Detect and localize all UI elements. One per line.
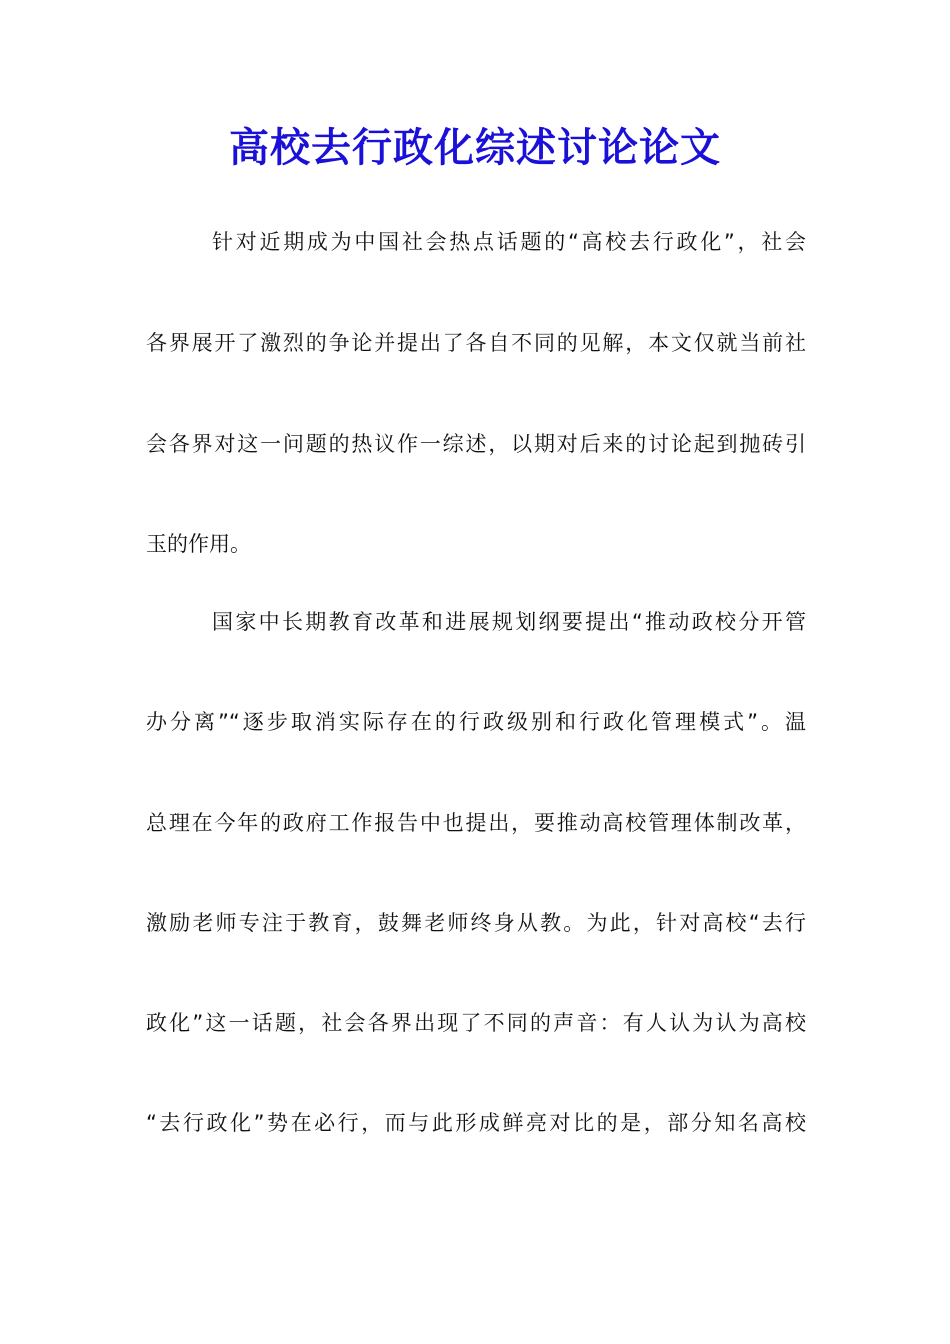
paragraph-1-line-4: 玉的作用。 (146, 532, 251, 556)
paragraph-2-line-3: 总理在今年的政府工作报告中也提出，要推动高校管理体制改革， (146, 811, 806, 835)
paragraph-2-line-4: 激励老师专注于教育，鼓舞老师终身从教。为此，针对高校“去行 (146, 911, 806, 935)
paragraph-1-line-1: 针对近期成为中国社会热点话题的“高校去行政化”，社会 (212, 230, 806, 254)
paragraph-1-line-3: 会各界对这一问题的热议作一综述，以期对后来的讨论起到抛砖引 (146, 432, 806, 456)
paragraph-2-line-2: 办分离”“逐步取消实际存在的行政级别和行政化管理模式”。温 (146, 710, 806, 734)
paragraph-1-line-2: 各界展开了激烈的争论并提出了各自不同的见解，本文仅就当前社 (146, 331, 806, 355)
paragraph-2-line-6: “去行政化”势在必行，而与此形成鲜亮对比的是，部分知名高校 (146, 1111, 806, 1135)
paragraph-2-line-1: 国家中长期教育改革和进展规划纲要提出“推动政校分开管 (212, 610, 806, 634)
document-title: 高校去行政化综述讨论论文 (229, 124, 721, 171)
paragraph-2-line-5: 政化”这一话题，社会各界出现了不同的声音：有人认为认为高校 (146, 1011, 806, 1035)
